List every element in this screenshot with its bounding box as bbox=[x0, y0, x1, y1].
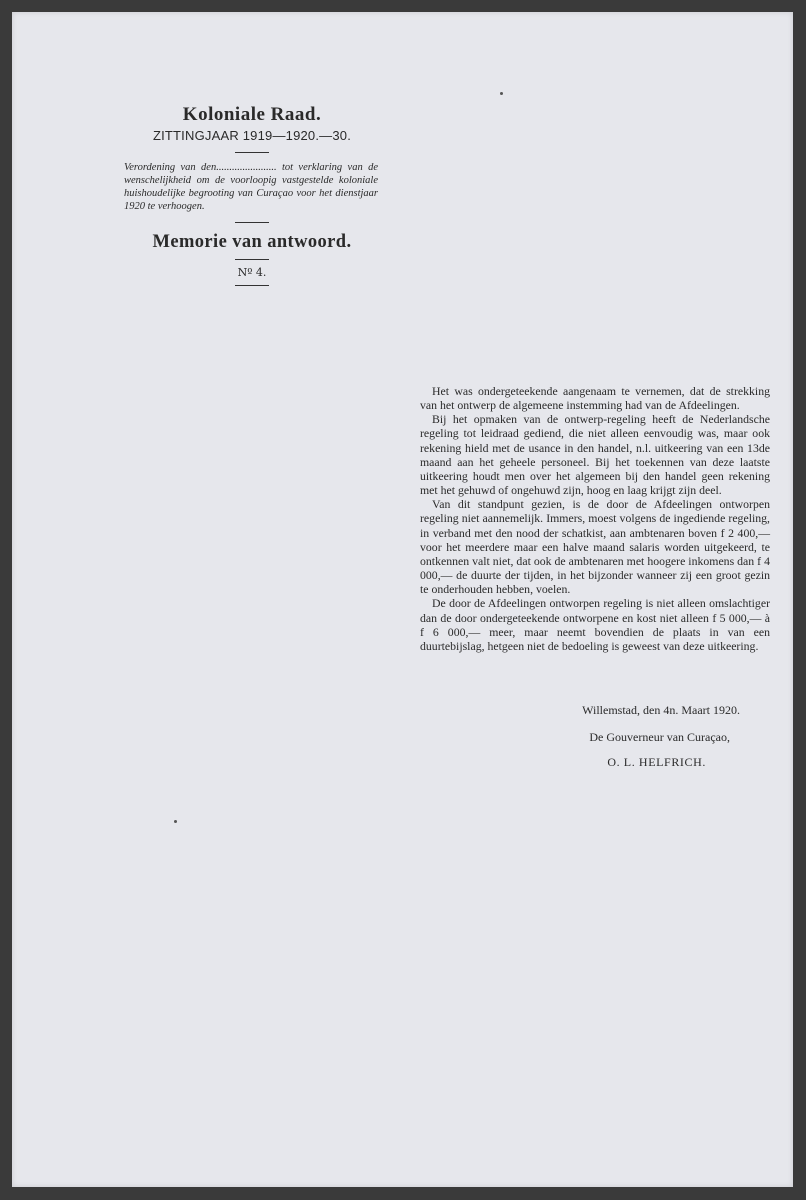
governor-title: De Gouverneur van Curaçao, bbox=[589, 730, 730, 744]
divider bbox=[235, 152, 269, 153]
document-number: Nº 4. bbox=[237, 266, 267, 279]
session-year: ZITTINGJAAR 1919—1920.—30. bbox=[152, 128, 352, 143]
paragraph: Het was ondergeteekende aangenaam te vernemen, dat de strekking van het ontwerp de algemeene instemming had van de Afdeelingen. bbox=[420, 384, 770, 413]
paragraph: Bij het opmaken van de ontwerp-regeling heeft de Nederlandsche regeling tot leidraad gediend, die niet alleen eenvoudig was, maar ook rekening hield met de usance in den handel, n.l. uitkeering van een 13de maand aan het geheele personeel. Bij het toekennen van deze laatste uitkeering houdt men over het algemeen bij den handel geen rekening met het gehuwd of ongehuwd zijn, hoog en laag krijgt zijn deel. bbox=[420, 412, 770, 498]
paper-speck bbox=[174, 820, 177, 823]
ordinance-description: Verordening van den....................... tot verklaring van de wenschelijkheid om de voorloopig vastgestelde koloniale huishoudelijke begrooting van Curaçao voor het dienstjaar 1920 te verhoogen. bbox=[124, 162, 378, 212]
document-type-heading: Memorie van antwoord. bbox=[152, 232, 352, 252]
paper-speck bbox=[500, 92, 503, 95]
signature: O. L. HELFRICH. bbox=[607, 755, 706, 769]
divider bbox=[235, 285, 269, 286]
paragraph: Van dit standpunt gezien, is de door de Afdeelingen ontworpen regeling niet aannemelijk. Immers, moest volgens de ingediende regeling, in verband met den nood der schatkist, aan ambtenaren boven f 2 400,— voor het meerdere maar een halve maand salaris worden uitgekeerd, te ontkennen valt niet, dat ook de ambtenaren met hoogere inkomens dan f 4 000,— de duurte der tijden, in het bijzonder wanneer zij een groot gezin te onderhouden hebben, voelen. bbox=[420, 497, 770, 597]
divider bbox=[235, 259, 269, 260]
document-page bbox=[12, 12, 793, 1187]
body-text bbox=[420, 384, 770, 653]
place-date: Willemstad, den 4n. Maart 1920. bbox=[582, 703, 740, 717]
header-block bbox=[122, 104, 382, 294]
divider bbox=[235, 222, 269, 223]
paragraph: De door de Afdeelingen ontworpen regeling is niet alleen omslachtiger dan de door ondergeteekende ontworpene en kost niet alleen f 5 000,— à f 6 000,— meer, maar neemt bovendien de plaats in van een duurtebijslag, hetgeen niet de bedoeling is geweest van deze uitkeering. bbox=[420, 596, 770, 653]
council-title: Koloniale Raad. bbox=[182, 104, 322, 125]
